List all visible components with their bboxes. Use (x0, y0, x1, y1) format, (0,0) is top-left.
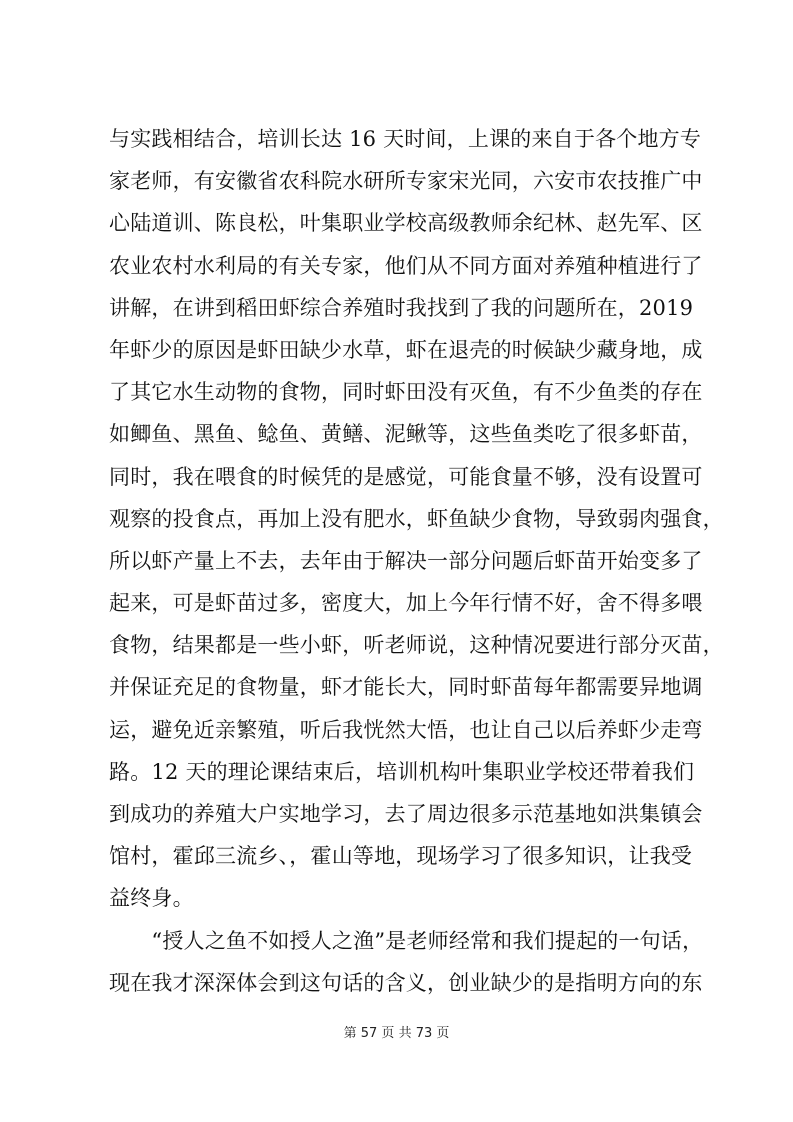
page-number: 第 57 页 共 73 页 (343, 1026, 450, 1041)
text-line: 家老师，有安徽省农科院水研所专家宋光同，六安市农技推广中 (109, 169, 703, 194)
text-line: 现在我才深深体会到这句话的含义，创业缺少的是指明方向的东 (109, 970, 703, 995)
text-line: 如鲫鱼、黑鱼、鲶鱼、黄鳝、泥鳅等，这些鱼类吃了很多虾苗， (109, 422, 703, 447)
text-line: 运，避免近亲繁殖，听后我恍然大悟，也让自己以后养虾少走弯 (109, 717, 703, 742)
body-text (109, 118, 724, 1004)
text-line: 到成功的养殖大户实地学习，去了周边很多示范基地如洪集镇会 (109, 802, 703, 826)
text-line: 路。12 天的理论课结束后，培训机构叶集职业学校还带着我们 (109, 759, 695, 784)
text-line: 心陆道训、陈良松，叶集职业学校高级教师余纪林、赵先军、区 (109, 211, 703, 236)
text-line: 观察的投食点，再加上没有肥水，虾鱼缺少食物，导致弱肉强食， (109, 506, 724, 531)
text-line: 年虾少的原因是虾田缺少水草，虾在退壳的时候缺少藏身地，成 (109, 337, 703, 362)
text-line: 馆村，霍邱三流乡、，霍山等地，现场学习了很多知识，让我受 (109, 844, 693, 869)
text-line: 了其它水生动物的食物，同时虾田没有灭鱼，有不少鱼类的存在 (109, 380, 703, 405)
text-line: 所以虾产量上不去，去年由于解决一部分问题后虾苗开始变多了 (109, 548, 703, 573)
text-line: 与实践相结合，培训长达 16 天时间，上课的来自于各个地方专 (109, 127, 702, 151)
text-line: 食物，结果都是一些小虾，听老师说，这种情况要进行部分灭苗， (109, 633, 724, 658)
text-line: 同时，我在喂食的时候凭的是感觉，可能食量不够，没有设置可 (109, 464, 703, 489)
text-line: 讲解，在讲到稻田虾综合养殖时我找到了我的问题所在，2019 (109, 295, 694, 320)
text-line: 农业农村水利局的有关专家，他们从不同方面对养殖种植进行了 (109, 253, 703, 278)
text-line: “授人之鱼不如授人之渔”是老师经常和我们提起的一句话， (109, 928, 704, 953)
text-line: 并保证充足的食物量，虾才能长大，同时虾苗每年都需要异地调 (109, 675, 703, 700)
text-line: 起来，可是虾苗过多，密度大，加上今年行情不好，舍不得多喂 (109, 591, 703, 616)
text-line: 益终身。 (109, 886, 194, 911)
